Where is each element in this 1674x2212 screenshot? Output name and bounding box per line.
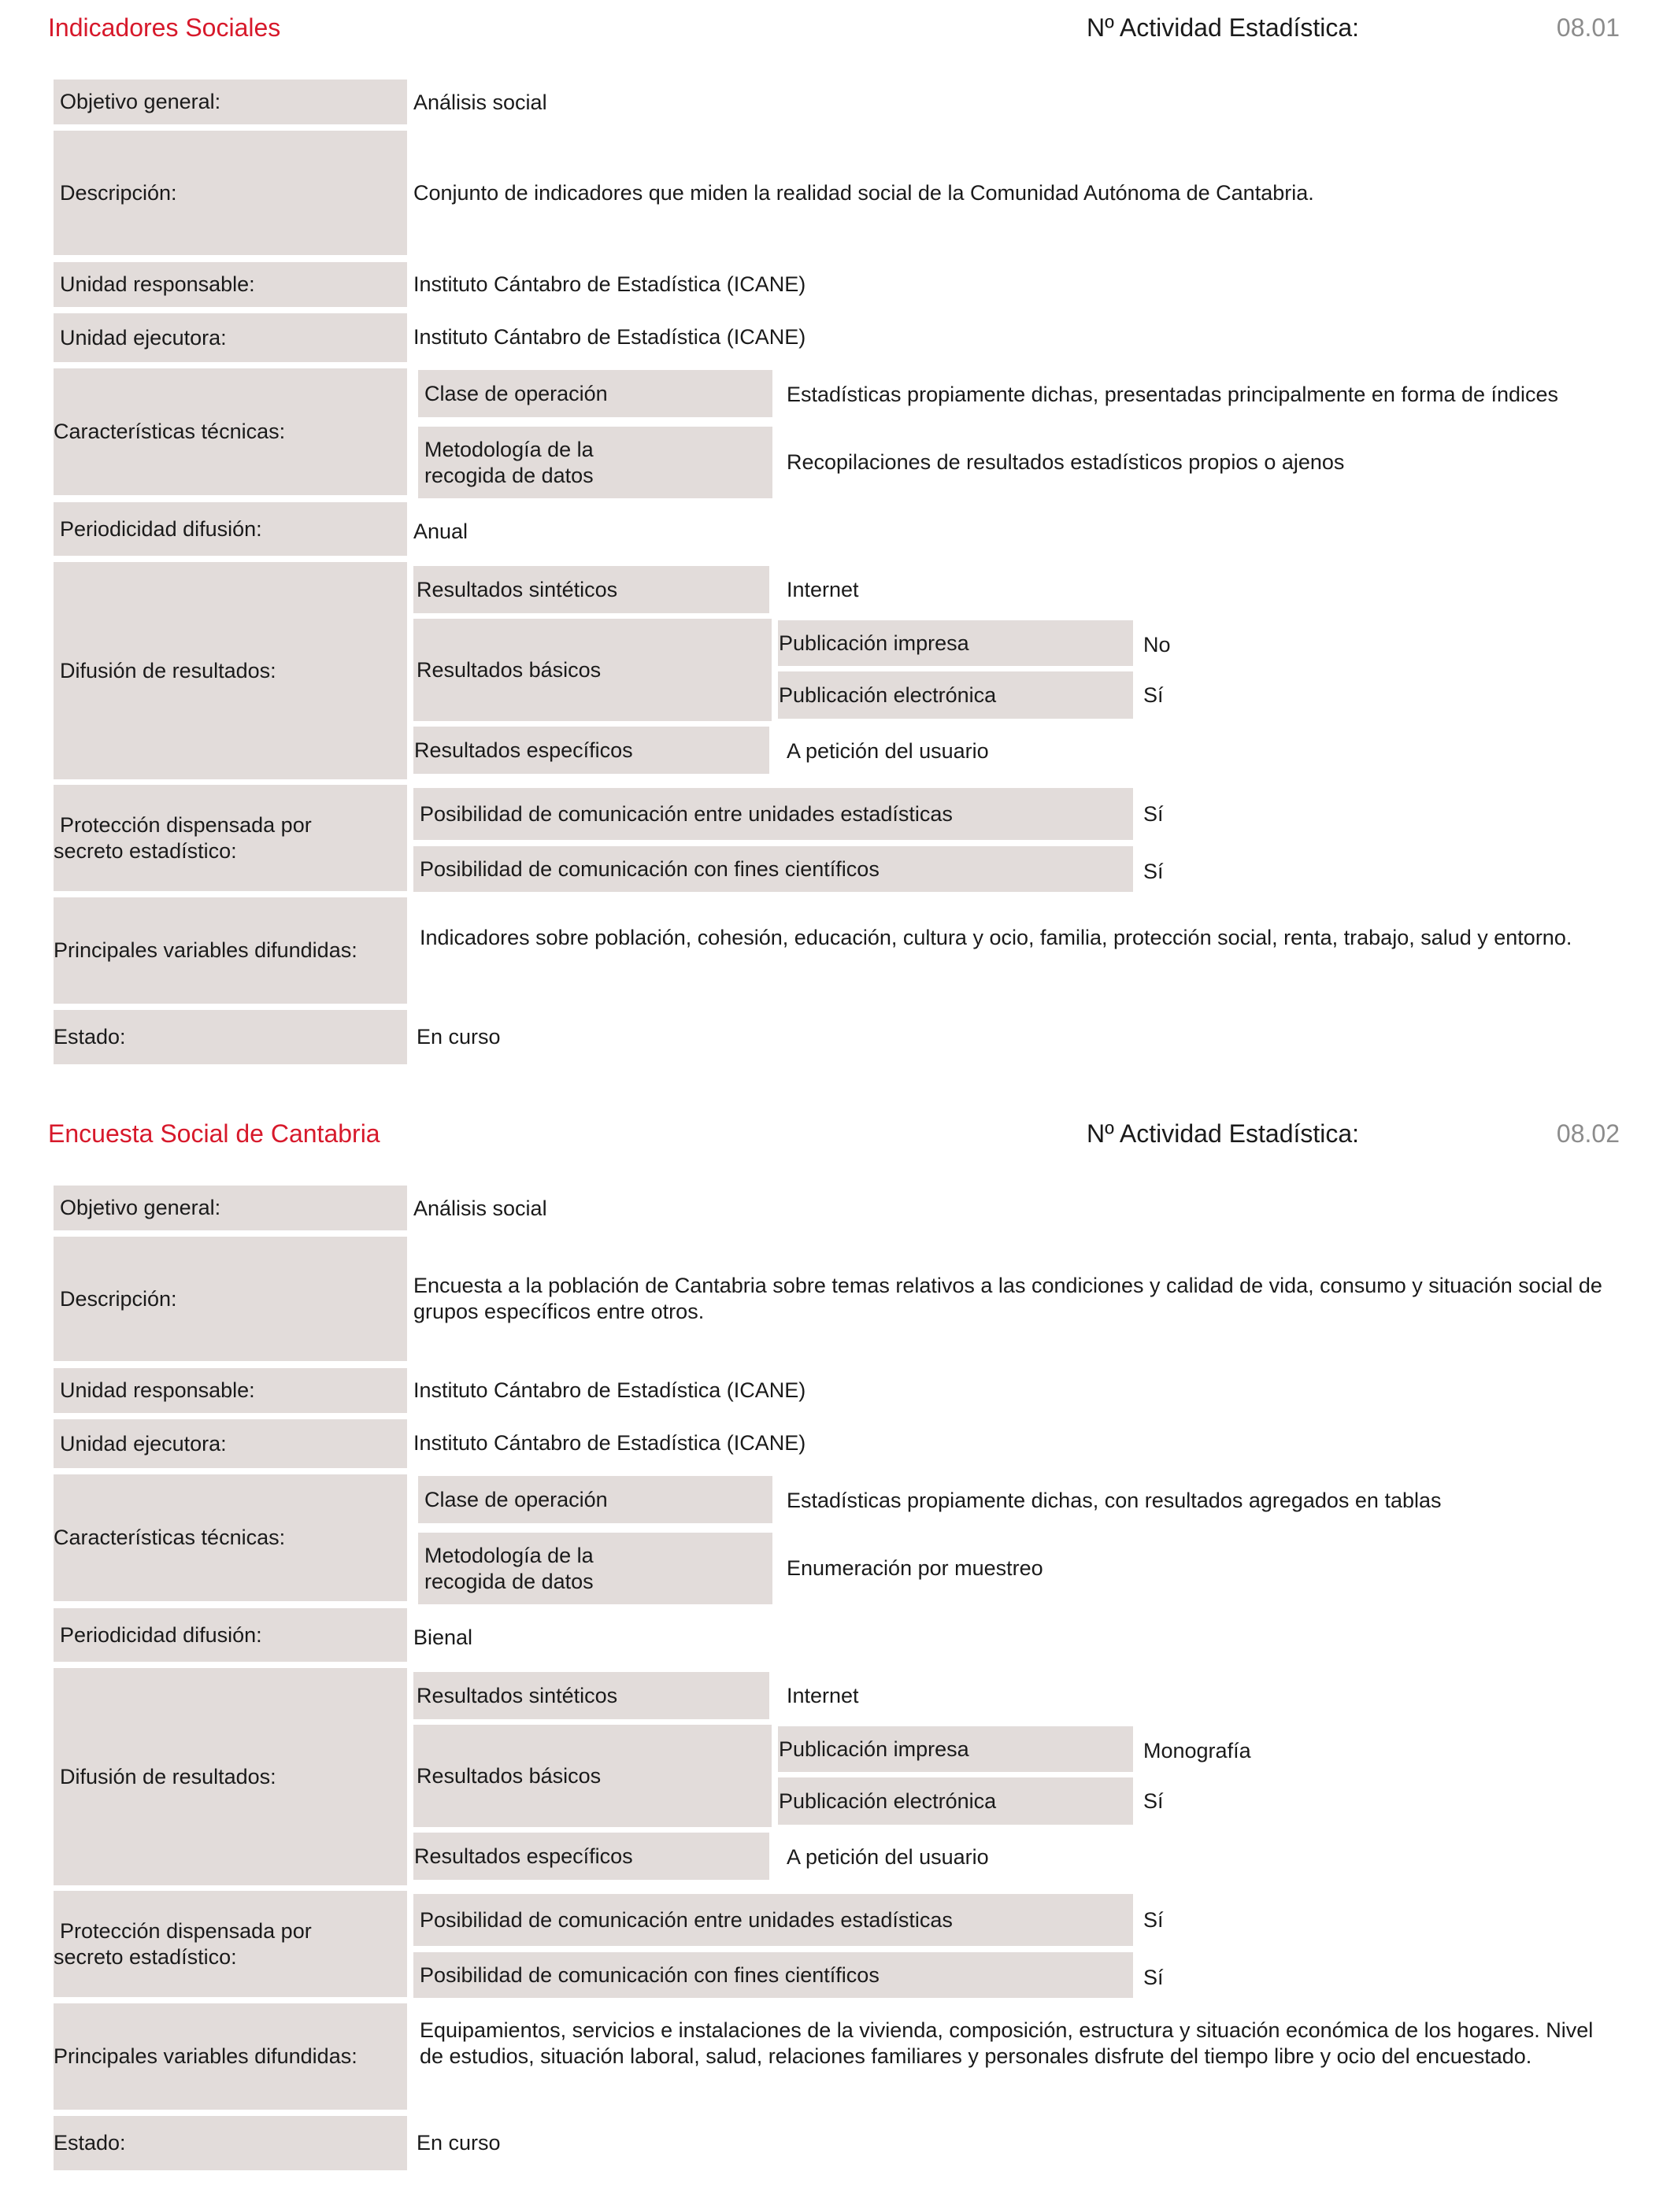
clase-value: Estadísticas propiamente dichas, con resultados agregados en tablas (787, 1489, 1442, 1512)
descripcion-value: Encuesta a la población de Cantabria sobre temas relativos a las condiciones y calidad de vida, consumo y situación social de grupos específicos entre otros. (413, 1274, 1602, 1323)
caracteristicas-label: Características técnicas: (54, 420, 286, 443)
periodicidad-label-cell (54, 502, 407, 556)
metodologia-value: Recopilaciones de resultados estadísticos propios o ajenos (787, 450, 1345, 474)
especificos-value: A petición del usuario (787, 739, 989, 763)
variables-label: Principales variables difundidas: (54, 938, 357, 962)
com-unidades-label-cell (413, 788, 1133, 840)
estado-value: En curso (417, 2131, 501, 2155)
caracteristicas-label: Características técnicas: (54, 1526, 286, 1549)
variables-label-cell (54, 2003, 407, 2110)
caracteristicas-label-cell (54, 368, 407, 495)
objetivo-value: Análisis social (413, 1197, 547, 1220)
clase-label-cell (418, 1476, 772, 1523)
metodologia-label-cell (418, 1533, 772, 1604)
difusion-label-cell (54, 1668, 407, 1885)
periodicidad-value: Bienal (413, 1626, 473, 1649)
difusion-label-cell (54, 562, 407, 779)
objetivo-label: Objetivo general: (60, 90, 221, 113)
clase-value: Estadísticas propiamente dichas, presentadas principalmente en forma de índices (787, 383, 1559, 406)
estado-label: Estado: (54, 1025, 126, 1049)
metodologia-label-cell (418, 427, 772, 498)
metodologia-label: Metodología de la recogida de datos (424, 437, 594, 487)
periodicidad-label: Periodicidad difusión: (60, 1622, 262, 1647)
metodologia-value: Enumeración por muestreo (787, 1556, 1043, 1580)
variables-label-cell (54, 897, 407, 1004)
sinteticos-label-cell (413, 566, 769, 613)
basicos-label: Resultados básicos (417, 1763, 602, 1788)
com-unidades-label: Posibilidad de comunicación entre unidades estadísticas (420, 1907, 953, 1932)
sinteticos-label: Resultados sintéticos (417, 577, 618, 601)
descripcion-value: Conjunto de indicadores que miden la realidad social de la Comunidad Autónoma de Cantabria. (413, 181, 1314, 205)
objetivo-value: Análisis social (413, 91, 547, 114)
difusion-label: Difusión de resultados: (60, 658, 276, 682)
unidad-ejecutora-label-cell (54, 313, 407, 362)
pub-impresa-value: Monografía (1143, 1739, 1251, 1763)
estado-label: Estado: (54, 2131, 126, 2155)
com-unidades-value: Sí (1143, 1908, 1164, 1932)
pub-electronica-label-cell (778, 671, 1133, 719)
proteccion-label: Protección dispensada por secreto estadístico: (54, 1918, 312, 1969)
unidad-responsable-label-cell (54, 262, 407, 307)
variables-label: Principales variables difundidas: (54, 2044, 357, 2068)
pub-impresa-value: No (1143, 633, 1171, 657)
com-cientificos-value: Sí (1143, 1966, 1164, 1989)
periodicidad-label: Periodicidad difusión: (60, 516, 262, 541)
clase-label-cell (418, 370, 772, 417)
metodologia-label: Metodología de la recogida de datos (424, 1543, 594, 1593)
unidad-responsable-label-cell (54, 1368, 407, 1413)
pub-electronica-label-cell (778, 1777, 1133, 1825)
com-cientificos-label: Posibilidad de comunicación con fines científicos (420, 1962, 880, 1987)
com-unidades-label-cell (413, 1894, 1133, 1946)
basicos-label: Resultados básicos (417, 657, 602, 682)
objetivo-label-cell (54, 1186, 407, 1230)
unidad-responsable-value: Instituto Cántabro de Estadística (ICANE) (413, 1378, 806, 1402)
activity-number-label: Nº Actividad Estadística: (1087, 13, 1360, 42)
descripcion-label-cell (54, 131, 407, 255)
pub-impresa-label-cell (778, 1726, 1133, 1772)
pub-electronica-value: Sí (1143, 683, 1164, 707)
com-cientificos-label-cell (413, 846, 1133, 892)
pub-impresa-label: Publicación impresa (779, 1737, 969, 1761)
especificos-label: Resultados específicos (414, 1844, 633, 1868)
activity-number: 08.01 (1556, 13, 1620, 42)
pub-electronica-label: Publicación electrónica (779, 1788, 997, 1813)
activity-number: 08.02 (1556, 1119, 1620, 1148)
proteccion-label-cell (54, 785, 407, 891)
proteccion-label-cell (54, 1891, 407, 1997)
com-unidades-value: Sí (1143, 802, 1164, 826)
unidad-ejecutora-value: Instituto Cántabro de Estadística (ICANE) (413, 325, 806, 349)
unidad-ejecutora-label-cell (54, 1419, 407, 1468)
pub-electronica-label: Publicación electrónica (779, 682, 997, 707)
unidad-ejecutora-label: Unidad ejecutora: (60, 1431, 227, 1456)
objetivo-label-cell (54, 80, 407, 124)
unidad-responsable-label: Unidad responsable: (60, 272, 255, 296)
basicos-label-cell (413, 1725, 772, 1827)
unidad-responsable-label: Unidad responsable: (60, 1378, 255, 1402)
difusion-label: Difusión de resultados: (60, 1764, 276, 1788)
caracteristicas-label-cell (54, 1474, 407, 1601)
proteccion-label: Protección dispensada por secreto estadístico: (54, 812, 312, 863)
variables-value: Indicadores sobre población, cohesión, educación, cultura y ocio, familia, protección social, renta, trabajo, salud y entorno. (420, 926, 1572, 949)
record-title: Indicadores Sociales (48, 13, 281, 42)
periodicidad-value: Anual (413, 520, 468, 543)
estado-value: En curso (417, 1025, 501, 1049)
objetivo-label: Objetivo general: (60, 1196, 221, 1219)
variables-value: Equipamientos, servicios e instalaciones de la vivienda, composición, estructura y situación económica de los hogares. Nivel de estudios, situación laboral, salud, relaciones familiares y personales disfrute del tiempo libre y ocio del encuestado. (420, 2018, 1594, 2068)
basicos-label-cell (413, 619, 772, 721)
pub-electronica-value: Sí (1143, 1789, 1164, 1813)
descripcion-label-cell (54, 1237, 407, 1361)
com-unidades-label: Posibilidad de comunicación entre unidades estadísticas (420, 801, 953, 826)
estado-label-cell (54, 1010, 407, 1064)
especificos-label-cell (413, 727, 769, 774)
sinteticos-value: Internet (787, 1684, 859, 1707)
sinteticos-label: Resultados sintéticos (417, 1683, 618, 1707)
record-title: Encuesta Social de Cantabria (48, 1119, 380, 1148)
sinteticos-label-cell (413, 1672, 769, 1719)
descripcion-label: Descripción: (60, 180, 177, 205)
unidad-ejecutora-value: Instituto Cántabro de Estadística (ICANE) (413, 1431, 806, 1455)
unidad-ejecutora-label: Unidad ejecutora: (60, 325, 227, 350)
descripcion-label: Descripción: (60, 1286, 177, 1311)
especificos-value: A petición del usuario (787, 1845, 989, 1869)
record-section (0, 1106, 1674, 2212)
unidad-responsable-value: Instituto Cántabro de Estadística (ICANE) (413, 272, 806, 296)
pub-impresa-label-cell (778, 620, 1133, 666)
especificos-label: Resultados específicos (414, 738, 633, 762)
especificos-label-cell (413, 1833, 769, 1880)
clase-label: Clase de operación (424, 381, 608, 405)
activity-number-label: Nº Actividad Estadística: (1087, 1119, 1360, 1148)
estado-label-cell (54, 2116, 407, 2170)
com-cientificos-label-cell (413, 1952, 1133, 1998)
com-cientificos-value: Sí (1143, 860, 1164, 883)
clase-label: Clase de operación (424, 1487, 608, 1511)
periodicidad-label-cell (54, 1608, 407, 1662)
pub-impresa-label: Publicación impresa (779, 631, 969, 655)
com-cientificos-label: Posibilidad de comunicación con fines científicos (420, 856, 880, 881)
sinteticos-value: Internet (787, 578, 859, 601)
